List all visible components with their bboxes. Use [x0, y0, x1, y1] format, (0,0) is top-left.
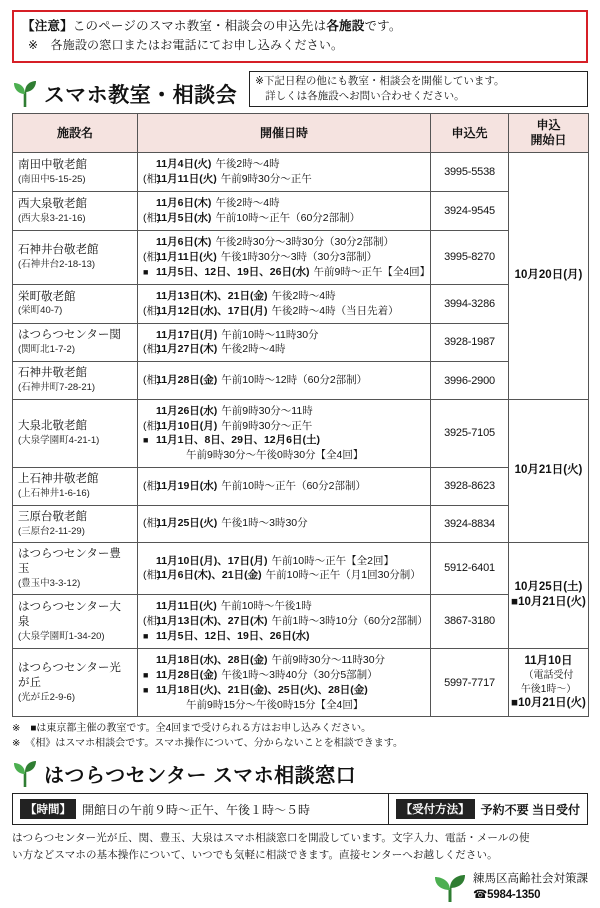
schedule-marker: ■	[143, 684, 149, 695]
start-date-primary: 10月20日(月)	[514, 269, 583, 282]
schedule-cell	[138, 284, 431, 323]
table-row	[13, 505, 589, 542]
schedule-cell	[138, 153, 431, 192]
schedule-marker: (相)	[143, 419, 161, 432]
footer-phone	[473, 888, 588, 904]
facility-address: (上石神井1-6-16)	[18, 488, 90, 500]
section1-note	[249, 71, 588, 107]
facility-address: (三原台2-11-29)	[18, 525, 85, 537]
table-row	[13, 648, 589, 717]
schedule-marker: ■	[143, 266, 149, 277]
schedule-date: 11月25日(火)	[156, 517, 218, 530]
schedule-entry	[143, 342, 426, 357]
schedule-cell	[138, 468, 431, 505]
footnote-1: ※ ■は東京都主催の教室です。全4回まで受けられる方はお申し込みください。	[12, 723, 372, 735]
start-date-primary: 10月21日(火)	[514, 463, 583, 476]
notice-text-post: です。	[364, 19, 402, 33]
facility-name: はつらつセンター光が丘	[18, 661, 121, 689]
section2-title: はつらつセンター スマホ相談窓口	[44, 765, 357, 788]
schedule-time	[368, 684, 372, 696]
schedule-date: 11月19日(水)	[156, 479, 218, 492]
contact-phone-cell: 5997-7717	[431, 648, 509, 717]
schedule-marker: (相)	[143, 374, 161, 387]
contact-phone-cell: 3867-3180	[431, 595, 509, 649]
facility-name: はつらつセンター豊玉	[18, 547, 121, 575]
footnote-2: ※ 《相》はスマホ相談会です。スマホ操作について、分からないことを相談できます。	[12, 738, 403, 750]
schedule-cell	[138, 595, 431, 649]
schedule-date: 11月4日(火)	[156, 158, 212, 171]
schedule-entry	[143, 668, 426, 683]
schedule-entry	[143, 568, 426, 583]
schedule-entry	[143, 373, 426, 388]
footer-text	[473, 872, 588, 903]
section1-header	[12, 71, 588, 108]
schedule-marker: (相)	[143, 614, 161, 627]
schedule-entry	[143, 235, 426, 250]
table-row	[13, 595, 589, 649]
schedule-date: 11月5日(水)	[156, 212, 212, 225]
schedule-cell	[138, 192, 431, 231]
schedule-time: 午後2時～4時	[271, 289, 336, 302]
sprout-icon	[12, 78, 38, 108]
facility-name: 西大泉敬老館	[18, 197, 87, 210]
facility-address: (大泉学園町1-34-20)	[18, 630, 105, 642]
schedule-date: 11月11日(火)	[156, 250, 217, 263]
contact-phone-cell: 3924-9545	[431, 192, 509, 231]
schedule-entry	[143, 250, 426, 265]
facility-address: (西大泉3-21-16)	[18, 212, 86, 224]
sprout-icon-2	[12, 758, 38, 788]
schedule-date: 11月6日(木)、21日(金)	[156, 569, 262, 582]
blurb-line-2: い方などスマホの基本操作について、いつでも気軽に相談できます。直接センターへお越しください。	[12, 849, 498, 862]
facility-name-cell	[13, 192, 138, 231]
schedule-time: 午前10時～正午（60分2部制）	[215, 212, 361, 225]
contact-phone-cell: 3924-8834	[431, 505, 509, 542]
notice-box	[12, 10, 588, 63]
schedule-marker: (相)	[143, 250, 161, 263]
facility-address: (光が丘2-9-6)	[18, 691, 76, 703]
facility-name: 栄町敬老館	[18, 290, 76, 303]
notice-text-bold: 各施設	[326, 19, 365, 33]
schedule-cell	[138, 399, 431, 468]
schedule-entry	[143, 265, 431, 280]
schedule-date: 11月28日(金)	[156, 374, 218, 387]
facility-name-cell	[13, 284, 138, 323]
schedule-entry	[143, 404, 426, 419]
schedule-entry	[143, 419, 426, 434]
time-value: 開館日の午前９時～正午、午後１時～５時	[82, 802, 311, 817]
footnotes	[12, 721, 588, 751]
table-row	[13, 362, 589, 399]
schedule-cell	[138, 231, 431, 285]
schedule-time: 午前10時～正午【全2回】	[271, 554, 394, 567]
facility-address: (石神井町7-28-21)	[18, 382, 96, 394]
schedule-time: 午後2時30分～3時30分（30分2部制）	[215, 236, 394, 249]
method-value: 予約不要 当日受付	[480, 802, 580, 817]
schedule-cell	[138, 362, 431, 399]
facility-name-cell	[13, 542, 138, 594]
schedule-marker: (相)	[143, 517, 161, 530]
section2-info-row	[12, 793, 588, 825]
phone-icon: ☎	[473, 888, 488, 901]
schedule-time: 午前10時～正午（月1回30分制）	[265, 569, 421, 582]
schedule-date: 11月28日(金)	[156, 668, 218, 681]
schedule-marker: (相)	[143, 304, 161, 317]
start-date-primary: 10月25日(土)	[514, 580, 583, 593]
facility-address: (石神井台2-18-13)	[18, 259, 96, 271]
schedule-date: 11月11日(火)	[156, 600, 217, 613]
facility-name: 石神井台敬老館	[18, 244, 99, 257]
application-start-cell	[509, 153, 589, 399]
col-header-facility: 施設名	[13, 114, 138, 153]
facility-address: (豊玉中3-3-12)	[18, 577, 81, 589]
contact-phone-cell: 3996-2900	[431, 362, 509, 399]
contact-phone-cell: 3928-8623	[431, 468, 509, 505]
schedule-cell	[138, 542, 431, 594]
notice-text-mid: このページのスマホ教室・相談会の申込先は	[72, 19, 327, 33]
schedule-entry	[143, 653, 426, 668]
schedule-entry	[143, 479, 426, 494]
schedule-entry	[143, 328, 426, 343]
schedule-marker: (相)	[143, 343, 161, 356]
schedule-date: 11月26日(水)	[156, 404, 218, 417]
col-header-contact: 申込先	[431, 114, 509, 153]
schedule-entry	[143, 629, 426, 644]
facility-name: 石神井敬老館	[18, 367, 87, 380]
schedule-entry	[143, 157, 426, 172]
facility-name: はつらつセンター関	[18, 329, 121, 342]
section1-title: スマホ教室・相談会	[44, 84, 238, 108]
table-row	[13, 153, 589, 192]
contact-phone-cell: 5912-6401	[431, 542, 509, 594]
schedule-entry	[143, 599, 426, 614]
schedule-marker: ■	[143, 669, 149, 680]
facility-name: 大泉北敬老館	[18, 420, 87, 433]
table-header-row	[13, 114, 589, 153]
footer-phone-number: 5984-1350	[487, 888, 541, 901]
schedule-time: 午後2時～4時	[221, 343, 286, 356]
contact-phone-cell: 3994-3286	[431, 284, 509, 323]
application-start-cell	[509, 399, 589, 542]
schedule-marker: ■	[143, 630, 149, 641]
schedule-time: 午前10時～12時（60分2部制）	[221, 374, 368, 387]
facility-name-cell	[13, 648, 138, 717]
table-row	[13, 192, 589, 231]
schedule-time: 午前9時～正午【全4回】	[313, 265, 431, 278]
schedule-entry	[143, 516, 426, 531]
schedule-marker: (相)	[143, 173, 161, 186]
facility-name-cell	[13, 153, 138, 192]
notice-line-1	[22, 17, 578, 36]
start-date-secondary: ■10月21日(火)	[511, 596, 586, 609]
facility-name-cell	[13, 595, 138, 649]
schedule-cell	[138, 648, 431, 717]
schedule-time: 午後1時～3時40分（30分5部制）	[221, 668, 378, 681]
col-header-start	[509, 114, 589, 153]
schedule-time: 午後1時30分～3時（30分3部制）	[220, 250, 378, 263]
method-cell	[388, 794, 587, 824]
schedule-entry	[143, 614, 426, 629]
table-row	[13, 468, 589, 505]
schedule-date: 11月12日(水)、17日(月)	[156, 304, 268, 317]
facility-name: 上石神井敬老館	[18, 473, 99, 486]
schedule-marker: (相)	[143, 212, 161, 225]
schedule-time: 午後2時～4時	[215, 197, 280, 210]
schedule-entry	[143, 698, 426, 713]
contact-phone-cell: 3925-7105	[431, 399, 509, 468]
schedule-date: 11月10日(月)、17日(月)	[156, 554, 268, 567]
footer	[12, 872, 588, 903]
application-start-cell	[509, 648, 589, 717]
schedule-time: 午前9時30分～正午	[221, 419, 313, 432]
schedule-time: 午前9時30分～11時	[221, 404, 313, 417]
section2-header	[12, 758, 588, 788]
table-row	[13, 231, 589, 285]
col-header-start-line2: 開始日	[530, 133, 567, 148]
schedule-entry	[143, 683, 426, 698]
table-row	[13, 542, 589, 594]
schedule-date: 11月6日(木)	[156, 236, 212, 249]
schedule-time: 午前10時～正午（60分2部制）	[221, 479, 366, 492]
col-header-datetime: 開催日時	[138, 114, 431, 153]
schedule-time: 午前1時～3時10分（60分2部制）	[271, 614, 428, 627]
table-row	[13, 284, 589, 323]
schedule-date: 11月10日(月)	[156, 419, 218, 432]
section1-note-line2: 詳しくは各施設へお問い合わせください。	[265, 90, 465, 103]
schedule-time	[309, 630, 313, 642]
schedule-time: 午後2時～4時	[215, 158, 280, 171]
schedule-marker: (相)	[143, 569, 161, 582]
facility-name-cell	[13, 362, 138, 399]
schedule-cell	[138, 505, 431, 542]
facility-name-cell	[13, 468, 138, 505]
start-date-primary: 11月10日	[524, 654, 573, 667]
schedule-date: 11月17日(月)	[156, 328, 218, 341]
schedule-date: 11月13日(木)、27日(木)	[156, 614, 268, 627]
schedule-time: 午前9時30分～11時30分	[271, 653, 386, 666]
schedule-date: 11月11日(火)	[156, 173, 217, 186]
schedule-date: 11月5日、12日、19日、26日(水)	[156, 629, 310, 642]
facility-name: はつらつセンター大泉	[18, 600, 121, 628]
schedule-date: 11月18日(火)、21日(金)、25日(火)、28日(金)	[156, 683, 368, 696]
contact-phone-cell: 3928-1987	[431, 323, 509, 362]
schedule-time: 午後2時～4時（当日先着）	[271, 304, 399, 317]
facility-address: (南田中5-15-25)	[18, 174, 86, 186]
start-date-note2: 午後1時～）	[520, 683, 577, 695]
schedule-time: 午前10時～11時30分	[221, 328, 319, 341]
schedule-entry	[143, 289, 426, 304]
facility-name: 南田中敬老館	[18, 159, 87, 172]
schedule-table-body	[13, 153, 589, 717]
schedule-entry	[143, 448, 426, 463]
start-date-secondary: ■10月21日(火)	[511, 697, 586, 710]
schedule-time: 午前9時30分～午後0時30分【全4回】	[186, 449, 364, 462]
notice-line-2: ※ 各施設の窓口またはお電話にてお申し込みください。	[28, 38, 344, 53]
facility-name-cell	[13, 323, 138, 362]
schedule-entry	[143, 554, 426, 569]
schedule-table	[12, 113, 589, 717]
schedule-cell	[138, 323, 431, 362]
schedule-date: 11月5日、12日、19日、26日(水)	[156, 265, 310, 278]
facility-name: 三原台敬老館	[18, 510, 87, 523]
schedule-marker: ■	[143, 435, 149, 446]
notice-caution-label: 【注意】	[22, 19, 73, 33]
schedule-entry	[143, 304, 426, 319]
contact-phone-cell: 3995-5538	[431, 153, 509, 192]
application-start-cell	[509, 542, 589, 648]
table-row	[13, 399, 589, 468]
method-tag: 【受付方法】	[396, 799, 475, 819]
facility-name-cell	[13, 505, 138, 542]
facility-name-cell	[13, 231, 138, 285]
facility-name-cell	[13, 399, 138, 468]
schedule-time: 午前10時～午後1時	[220, 600, 312, 613]
schedule-time: 午前9時30分～正午	[220, 173, 312, 186]
facility-address: (栄町40-7)	[18, 305, 63, 317]
footer-org: 練馬区高齢社会対策課	[473, 873, 588, 885]
schedule-entry	[143, 172, 426, 187]
schedule-date: 11月6日(木)	[156, 197, 212, 210]
contact-phone-cell: 3995-8270	[431, 231, 509, 285]
facility-address: (大泉学園町4-21-1)	[18, 435, 100, 447]
blurb-line-1: はつらつセンター光が丘、関、豊玉、大泉はスマホ相談窓口を開設しています。文字入力、電話・メールの使	[12, 832, 530, 845]
schedule-entry	[143, 433, 426, 448]
schedule-date: 11月1日、8日、29日、12月6日(土)	[156, 434, 320, 447]
start-date-note1: （電話受付	[523, 670, 574, 682]
schedule-entry	[143, 196, 426, 211]
nerima-logo-icon	[433, 873, 467, 903]
time-cell	[13, 794, 388, 824]
schedule-marker: (相)	[143, 479, 161, 492]
facility-address: (関町北1-7-2)	[18, 344, 76, 356]
schedule-time	[320, 434, 324, 446]
table-row	[13, 323, 589, 362]
schedule-date: 11月13日(木)、21日(金)	[156, 289, 268, 302]
col-header-start-line1: 申込	[536, 118, 561, 133]
section1-note-line1: ※下記日程の他にも教室・相談会を開催しています。	[255, 74, 505, 87]
schedule-date: 11月18日(水)、28日(金)	[156, 653, 268, 666]
section2-blurb	[12, 830, 588, 864]
schedule-entry	[143, 211, 426, 226]
schedule-time: 午後1時～3時30分	[221, 517, 308, 530]
schedule-time: 午前9時15分～午後0時15分【全4回】	[186, 698, 364, 711]
schedule-date: 11月27日(木)	[156, 343, 218, 356]
time-tag: 【時間】	[20, 799, 76, 819]
